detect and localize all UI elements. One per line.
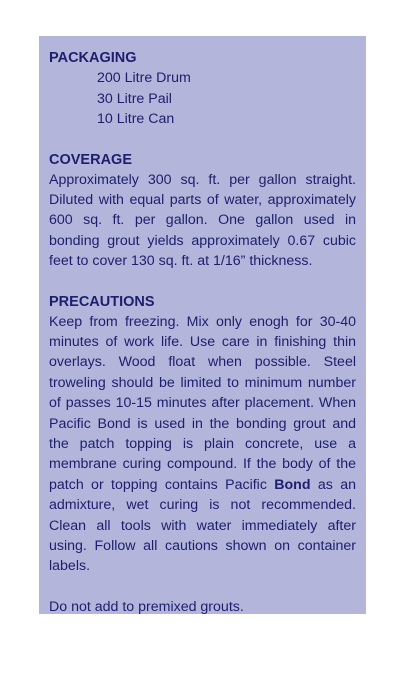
packaging-item: 10 Litre Can [97, 111, 175, 127]
precautions-text [49, 312, 356, 577]
product-info-panel [39, 36, 366, 614]
section-spacer [49, 130, 356, 150]
packaging-list [49, 68, 356, 130]
packaging-heading: PACKAGING [49, 50, 137, 66]
coverage-text: Approximately 300 sq. ft. per gallon straight. Diluted with equal parts of water, approximately 600 sq. ft. per gallon. One gallon used in bonding grout yields approximately 0.67 cubic feet to cover 130 sq. ft. at 1/16” thickness. [49, 171, 356, 270]
coverage-heading: COVERAGE [49, 151, 132, 168]
section-spacer [49, 577, 356, 597]
precautions-text-part: Keep from freezing. Mix only enogh for 30-40 minutes of work life. Use care in finishing thin overlays. Wood float when possible. Steel troweling should be limited to minimum number of passes 10-15 minutes after placement. When Pacific Bond is used in the bonding grout and the patch topping is plain concrete, use a membrane curing compound. If the body of the patch or topping contains Pacific [49, 313, 356, 493]
precautions-heading: PRECAUTIONS [49, 293, 155, 310]
bond-emphasis: Bond [274, 476, 311, 493]
precautions-text-part: as an admixture, wet curing is not recommended. Clean all tools with water immediately after using. Follow all cautions shown on container labels. [49, 476, 356, 575]
packaging-item: 30 Litre Pail [97, 90, 172, 107]
packaging-item: 200 Litre Drum [97, 70, 191, 86]
premix-warning: Do not add to premixed grouts. [49, 598, 244, 615]
section-spacer [49, 272, 356, 292]
